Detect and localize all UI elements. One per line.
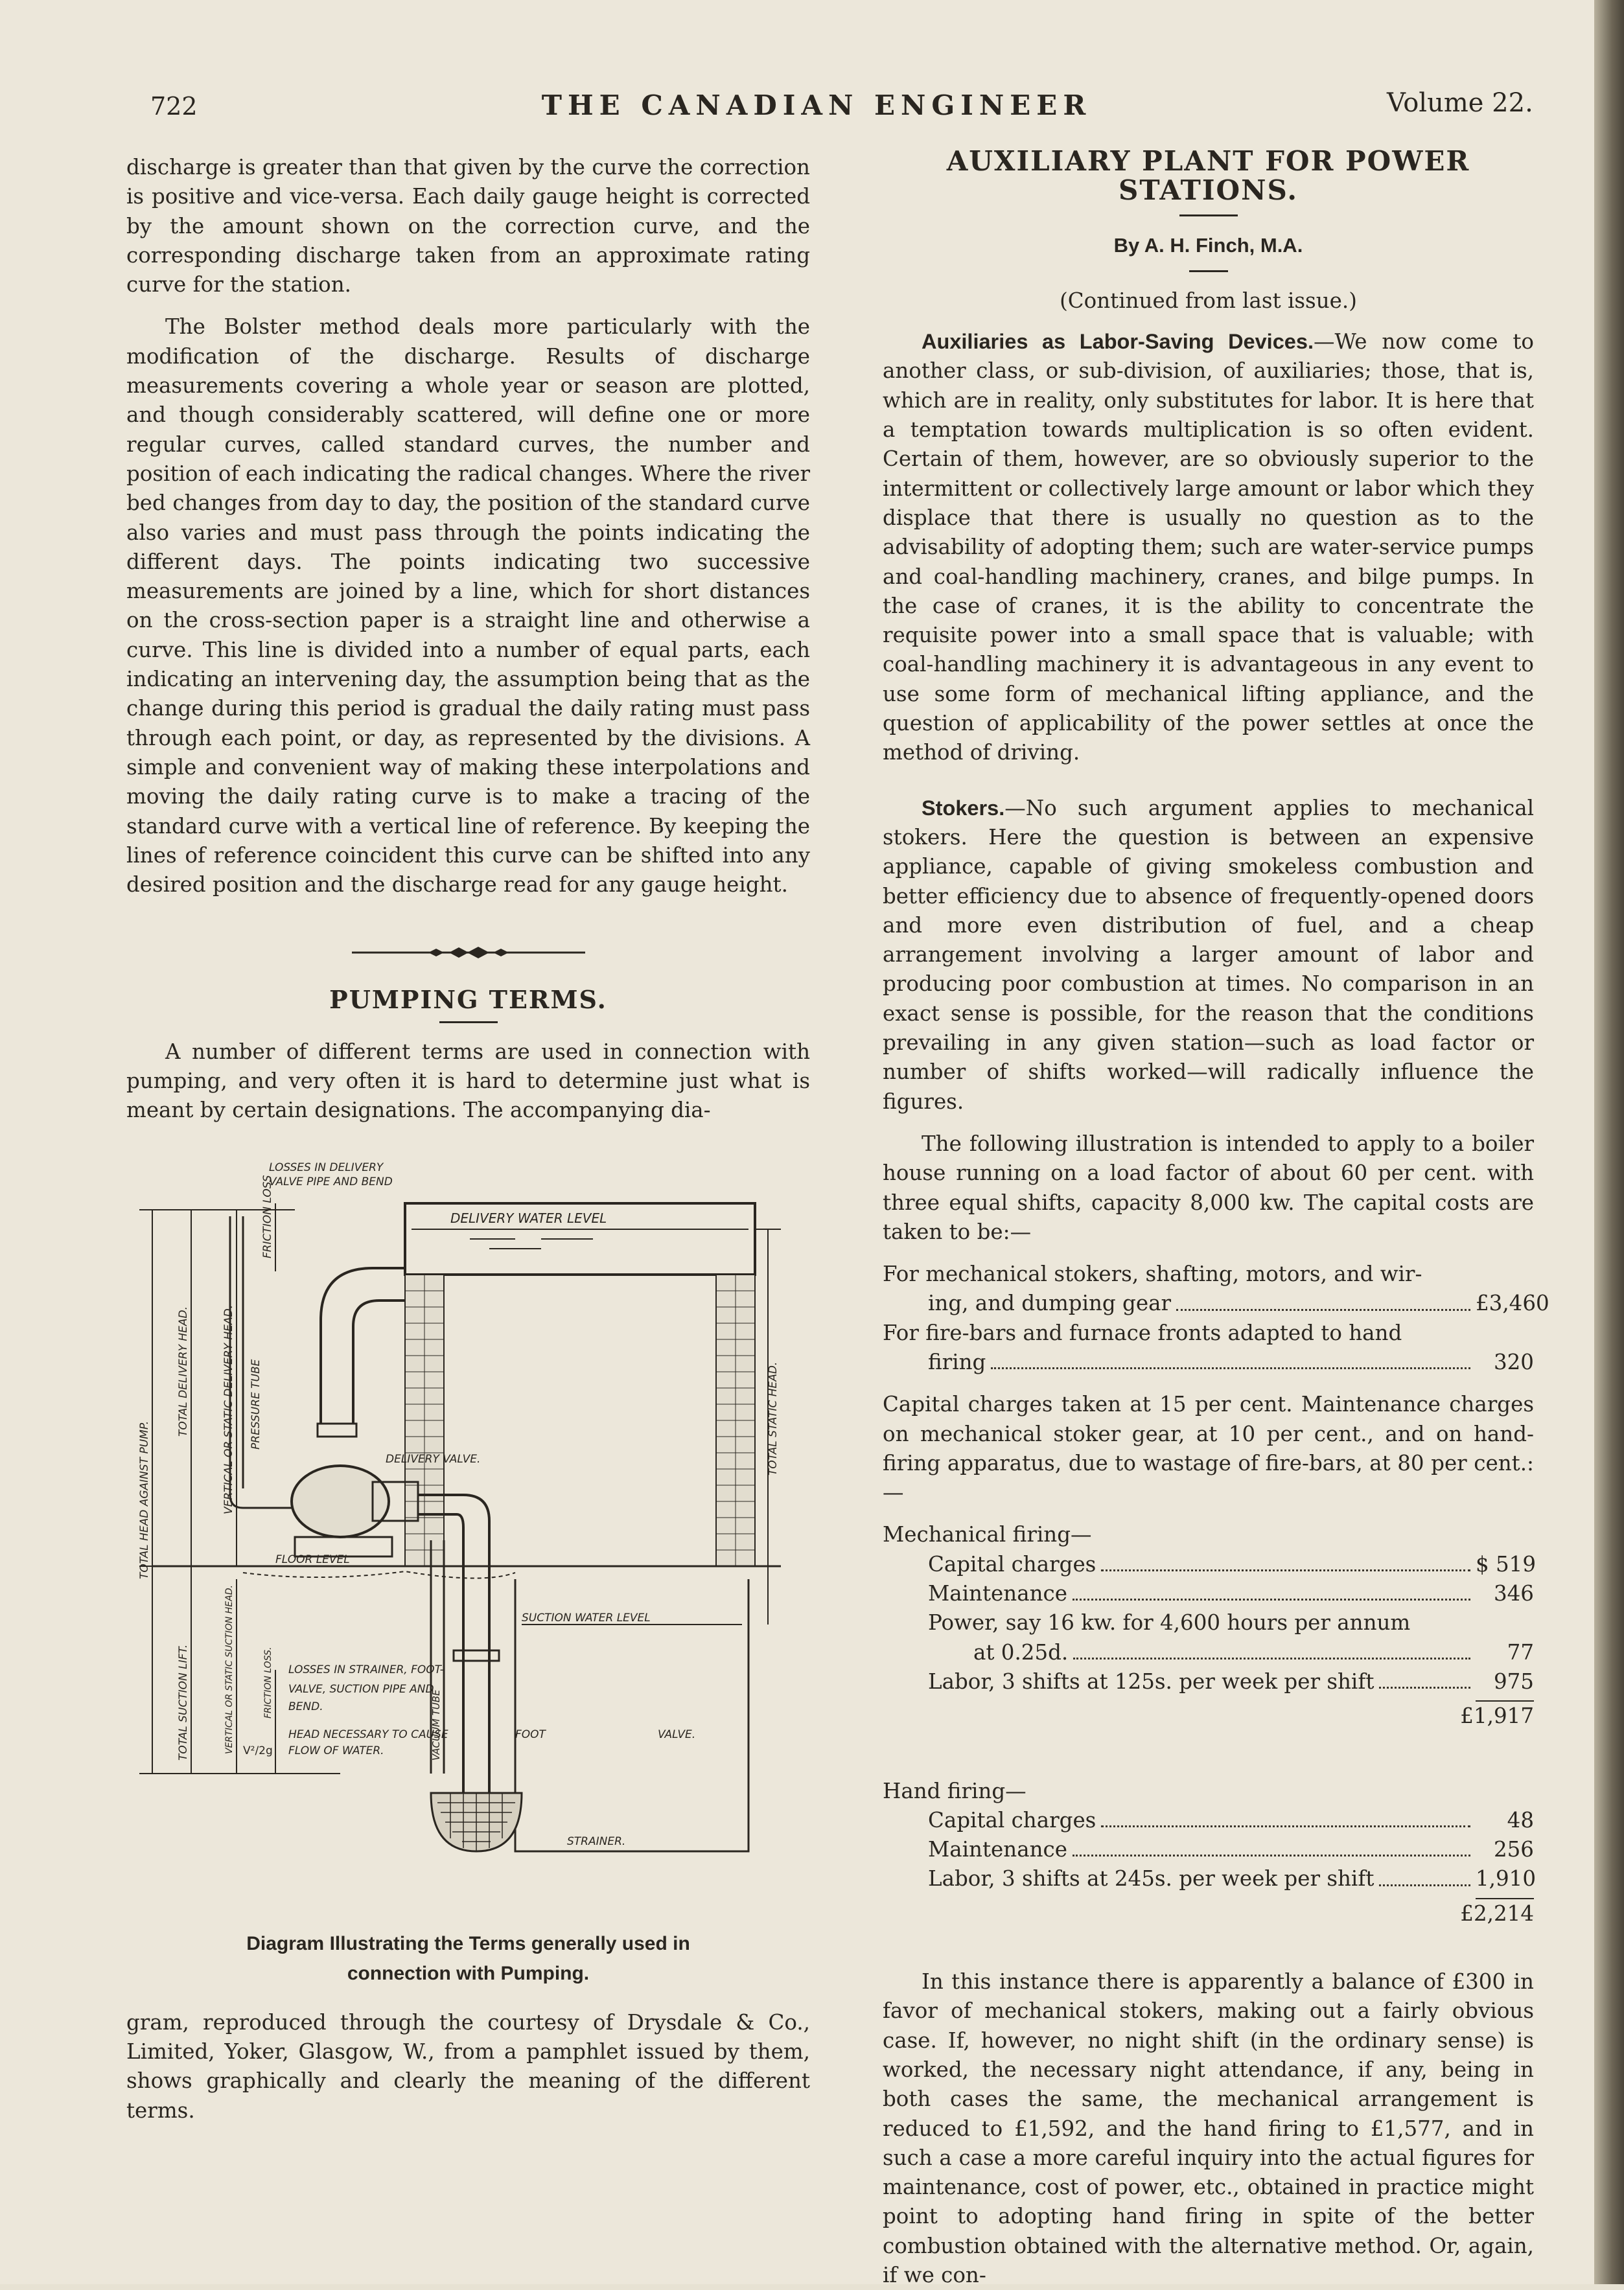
row-label: Maintenance bbox=[928, 1837, 1067, 1862]
row-amount: 77 bbox=[1507, 1639, 1534, 1665]
continued-note: (Continued from last issue.) bbox=[1060, 288, 1357, 313]
runin-stokers: Stokers. bbox=[922, 796, 1005, 820]
table-row bbox=[883, 1835, 1534, 1864]
runin-auxiliaries: Auxiliaries as Labor-Saving Devices. bbox=[922, 330, 1314, 354]
cost-2-line-2: firing bbox=[928, 1349, 986, 1374]
label-total-static-head: TOTAL STATIC HEAD. bbox=[767, 1361, 780, 1475]
paragraph-auxiliaries bbox=[883, 327, 1534, 767]
page-number: 722 bbox=[150, 92, 198, 121]
row-label: Maintenance bbox=[928, 1581, 1067, 1606]
label-floor-level: FLOOR LEVEL bbox=[275, 1553, 350, 1566]
row-label: Labor, 3 shifts at 125s. per week per shift bbox=[928, 1669, 1375, 1694]
label-head-necessary-2: FLOW OF WATER. bbox=[288, 1744, 384, 1757]
section-ornament bbox=[352, 945, 585, 960]
byline-rule bbox=[1189, 270, 1228, 272]
label-losses-strainer-3: BEND. bbox=[288, 1700, 323, 1713]
table-row bbox=[883, 1579, 1534, 1608]
journal-title: THE CANADIAN ENGINEER bbox=[541, 89, 1092, 121]
table-row bbox=[883, 1550, 1537, 1579]
label-total-head-against-pump: TOTAL HEAD AGAINST PUMP. bbox=[138, 1420, 151, 1579]
title-rule bbox=[1179, 214, 1238, 216]
row-label: at 0.25d. bbox=[973, 1639, 1069, 1665]
paragraph-charges: Capital charges taken at 15 per cent. Maintenance charges on mechanical stoker gear, at 10 per cent., and on hand-firing apparatus, due to wastage of fire-bars, at 80 per cent.:— bbox=[883, 1392, 1534, 1505]
caption-line-2: connection with Pumping. bbox=[347, 1962, 590, 1984]
table-row bbox=[883, 1608, 1534, 1637]
capital-cost-1 bbox=[883, 1260, 1549, 1319]
row-label: Capital charges bbox=[928, 1551, 1096, 1577]
hand-heading: Hand firing— bbox=[883, 1778, 1027, 1803]
paragraph-balance: In this instance there is apparently a balance of £300 in favor of mechanical stokers, making out a fairly obvious case. If, however, no night shift (in the ordinary sense) is worked, the necessary night attendance, if any, being in both cases the same, the mechanical arrangement is reduced to £1,592, and the hand firing to £1,577, and in such a case a more careful inquiry into the actual figures for maintenance, cost of power, etc., obtained in practice might point to adopting hand firing in spite of the better combustion obtained with the alternative method. Or, again, if we con- bbox=[883, 1969, 1534, 2287]
label-v2-2g: V²/2g bbox=[243, 1744, 273, 1757]
mechanical-total: £1,917 bbox=[1460, 1704, 1534, 1729]
row-amount: 346 bbox=[1493, 1581, 1534, 1606]
label-foot: FOOT bbox=[515, 1728, 546, 1741]
label-vertical-static-delivery-head: VERTICAL OR STATIC DELIVERY HEAD. bbox=[222, 1304, 235, 1514]
paragraph-illustration: The following illustration is intended to apply to a boiler house running on a load factor of about 60 per cent. with three equal shifts, capacity 8,000 kw. The capital costs are taken to be:— bbox=[883, 1131, 1534, 1244]
caption-line-1: Diagram Illustrating the Terms generally used in bbox=[246, 1932, 690, 1954]
label-strainer: STRAINER. bbox=[567, 1834, 626, 1848]
label-losses-strainer-2: VALVE, SUCTION PIPE AND bbox=[288, 1682, 434, 1696]
label-friction-loss: FRICTION LOSS bbox=[261, 1174, 274, 1258]
hand-total: £2,214 bbox=[1460, 1901, 1534, 1926]
table-row bbox=[883, 1638, 1534, 1667]
row-amount: 1,910 bbox=[1476, 1866, 1537, 1891]
row-amount: $ 519 bbox=[1476, 1551, 1537, 1577]
label-losses-delivery: LOSSES IN DELIVERY bbox=[269, 1161, 384, 1174]
diagram-caption bbox=[126, 1929, 810, 1989]
hand-firing-table bbox=[883, 1777, 1537, 1928]
right-column bbox=[883, 145, 1549, 2290]
paragraph-discharge: discharge is greater than that given by the curve the correction is positive and vice-versa. Each daily gauge height is corrected by the amount shown on the correction curve, and the corresponding discharge taken from an approximate rating curve for the station. bbox=[126, 155, 810, 297]
label-head-necessary: HEAD NECESSARY TO CAUSE bbox=[288, 1728, 448, 1741]
mechanical-firing-table bbox=[883, 1520, 1537, 1731]
row-label: Labor, 3 shifts at 245s. per week per shift bbox=[928, 1866, 1375, 1891]
label-vertical-static-suction-head: VERTICAL OR STATIC SUCTION HEAD. bbox=[224, 1584, 235, 1754]
cost-2-line-1: For fire-bars and furnace fronts adapted to hand bbox=[883, 1320, 1402, 1345]
cost-1-line-1: For mechanical stokers, shafting, motors, and wir- bbox=[883, 1262, 1422, 1287]
row-label: Power, say 16 kw. for 4,600 hours per annum bbox=[928, 1610, 1411, 1636]
label-valve: VALVE. bbox=[658, 1728, 696, 1741]
label-delivery-valve: DELIVERY VALVE. bbox=[386, 1452, 481, 1466]
label-total-suction-lift: TOTAL SUCTION LIFT. bbox=[177, 1644, 190, 1761]
label-losses-strainer: LOSSES IN STRAINER, FOOT- bbox=[288, 1663, 444, 1676]
row-label: Capital charges bbox=[928, 1807, 1096, 1833]
pumping-terms-heading: PUMPING TERMS. bbox=[329, 985, 607, 1015]
cost-2-amount: 320 bbox=[1493, 1349, 1534, 1374]
paragraph-bolster: The Bolster method deals more particularly with the modification of the discharge. Results of discharge measurements covering a whole year or season are plotted, and though considerably scattered, will define one or more regular curves, called standard curves, the number and position of each indicating the radical changes. Where the river bed changes from day to day, the position of the standard curve also varies and must pass through the points indicating the different days. The points indicating two successive measurements are joined by a line, which for short distances on the cross-section paper is a straight line and otherwise a curve. This line is divided into a number of equal parts, each indicating an intervening day, the assumption being that as the change during this period is gradual the daily rating must pass through each point, or day, as represented by the divisions. A simple and convenient way of making these interpolations and moving the daily rating curve is to make a tracing of the standard curve with a vertical line of reference. By keeping the lines of reference coincident this curve can be shifted into any desired position and the discharge read for any gauge height. bbox=[126, 314, 810, 897]
running-header bbox=[0, 78, 1594, 130]
label-delivery-water-level: DELIVERY WATER LEVEL bbox=[450, 1210, 607, 1226]
auxiliaries-text: —We now come to another class, or sub-division, of auxiliaries; those, that is, which are in reality, only substitutes for labor. It is here that a temptation towards multiplication is so often evident. Certain of them, however, are so obviously superior to the intermittent or collectively large amount or labor which they displace that there is usually no question as to the advisability of adopting them; such are water-service pumps and coal-handling machinery, cranes, and bilge pumps. In the case of cranes, it is the ability to concentrate the requisite power into a small space that is valuable; with coal-handling machinery it is advantageous in any event to use some form of mechanical lifting appliance, and the question of applicability of the power settles at once the method of driving. bbox=[883, 329, 1534, 765]
label-pressure-tube: PRESSURE TUBE bbox=[249, 1359, 262, 1450]
book-spine-edge bbox=[1594, 0, 1624, 2284]
label-total-delivery-head: TOTAL DELIVERY HEAD. bbox=[177, 1306, 190, 1437]
mechanical-heading: Mechanical firing— bbox=[883, 1522, 1092, 1547]
heading-rule bbox=[439, 1021, 498, 1023]
paragraph-diagram-credit: gram, reproduced through the courtesy of Drysdale & Co., Limited, Yoker, Glasgow, W., from a pamphlet issued by them, shows graphically and clearly the meaning of the different terms. bbox=[126, 2009, 810, 2123]
label-vacuum-tube: VACUUM TUBE bbox=[430, 1689, 442, 1761]
label-friction-loss-2: FRICTION LOSS. bbox=[263, 1647, 273, 1718]
label-losses-delivery-2: VALVE PIPE AND BEND bbox=[269, 1175, 393, 1188]
cost-1-line-2: ing, and dumping gear bbox=[928, 1291, 1172, 1316]
cost-1-amount: £3,460 bbox=[1476, 1291, 1549, 1316]
table-row bbox=[883, 1667, 1534, 1696]
auxiliary-plant-heading: AUXILIARY PLANT FOR POWER STATIONS. bbox=[946, 145, 1470, 207]
pumping-diagram bbox=[126, 1151, 810, 1923]
table-row bbox=[883, 1864, 1537, 1893]
left-column bbox=[126, 153, 810, 2125]
volume-label: Volume 22. bbox=[1387, 88, 1533, 118]
row-amount: 256 bbox=[1493, 1837, 1534, 1862]
byline: By A. H. Finch, M.A. bbox=[1113, 233, 1303, 257]
capital-cost-2 bbox=[883, 1319, 1534, 1378]
table-row bbox=[883, 1806, 1534, 1835]
paragraph-pumping-intro: A number of different terms are used in connection with pumping, and very often it is hard to determine just what is meant by certain designations. The accompanying dia- bbox=[126, 1039, 810, 1123]
stokers-text: —No such argument applies to mechanical stokers. Here the question is between an expensive appliance, capable of giving smokeless combustion and better efficiency due to absence of frequently-opened doors and more even distribution of fuel, and a cheap arrangement involving a larger amount of labor and producing poor combustion at times. No comparison in an exact sense is possible, for the reason that the conditions prevailing in any given station—such as load factor or number of shifts worked—will radically influence the figures. bbox=[883, 795, 1534, 1114]
paragraph-stokers bbox=[883, 794, 1534, 1116]
label-suction-water-level: SUCTION WATER LEVEL bbox=[522, 1611, 651, 1625]
row-amount: 48 bbox=[1507, 1807, 1534, 1833]
row-amount: 975 bbox=[1493, 1669, 1534, 1694]
